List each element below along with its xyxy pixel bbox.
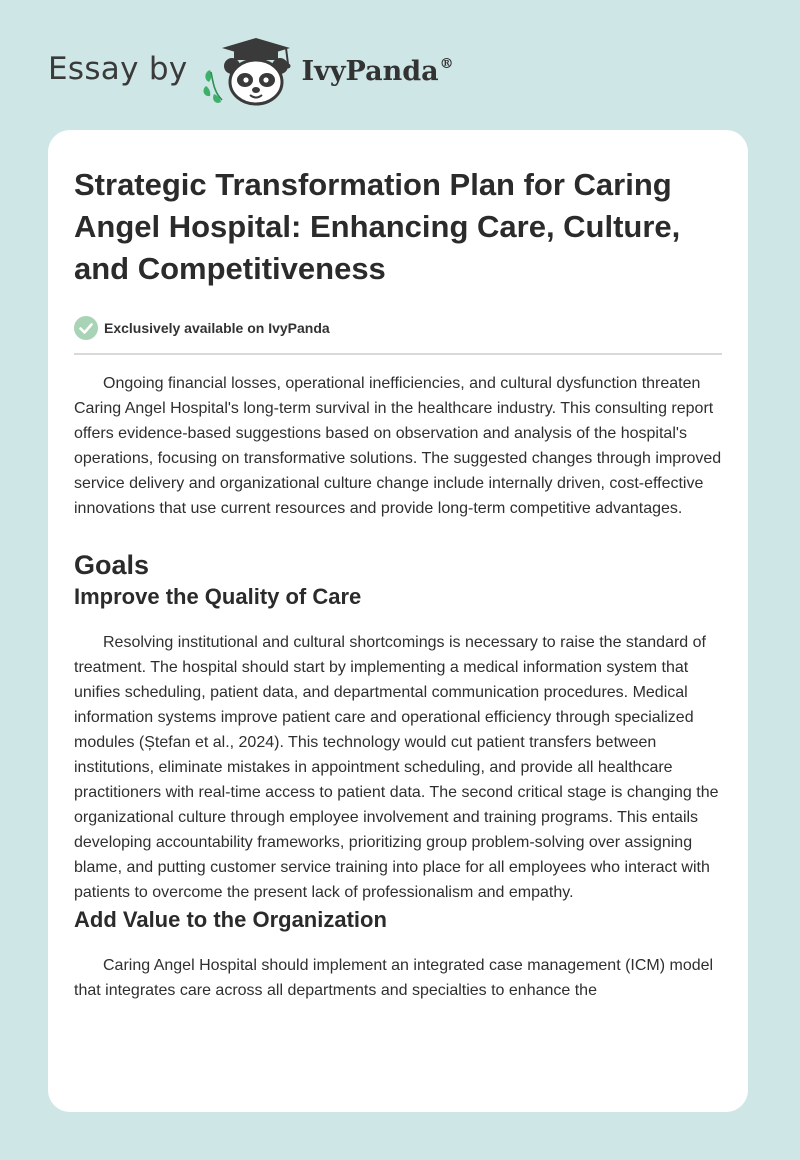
brand-prefix: Essay by	[48, 51, 188, 87]
add-value-paragraph: Caring Angel Hospital should implement an integrated case management (ICM) model that integrates care across all departments and specialties to enhance the	[74, 957, 714, 999]
brand-name: IvyPanda®	[301, 55, 454, 87]
brand-header	[48, 36, 454, 108]
badge-text: Exclusively available on IvyPanda	[104, 320, 330, 336]
subsection-heading-quality-of-care: Improve the Quality of Care	[74, 584, 362, 609]
quality-of-care-paragraph: Resolving institutional and cultural shortcomings is necessary to raise the standard of treatment. The hospital should start by implementing a medical information system that unifies scheduling, patient data, and departmental communication procedures. Medical information systems improve patient care and operational efficiency through specialized modules (Ștefan et al., 2024). This technology would cut patient transfers between institutions, eliminate mistakes in appointment scheduling, and provide all healthcare practitioners with real-time access to patient data. The second critical stage is changing the organizational culture through employee involvement and training programs. This entails developing accountability frameworks, prioritizing group problem-solving over assigning blame, and putting customer service training into place for all employees who interact with patients to overcome the present lack of professionalism and empathy.	[74, 634, 719, 901]
essay-card	[48, 130, 748, 1112]
graduation-panda-icon	[202, 36, 296, 108]
intro-paragraph: Ongoing financial losses, operational inefficiencies, and cultural dysfunction threaten Caring Angel Hospital's long-term survival in the healthcare industry. This consulting report offers evidence-based suggestions based on observation and analysis of the hospital's operations, focusing on transformative solutions. The suggested changes through improved service delivery and organizational culture change include internally driven, cost-effective innovations that use current resources and provide long-term competitive advantages.	[74, 375, 722, 517]
exclusive-badge	[74, 316, 722, 355]
registered-mark: ®	[439, 55, 454, 72]
check-circle-icon	[74, 316, 98, 340]
section-heading-goals: Goals	[74, 550, 150, 580]
page-title: Strategic Transformation Plan for Caring Angel Hospital: Enhancing Care, Culture, and Competitiveness	[74, 167, 681, 286]
subsection-heading-add-value: Add Value to the Organization	[74, 907, 387, 932]
